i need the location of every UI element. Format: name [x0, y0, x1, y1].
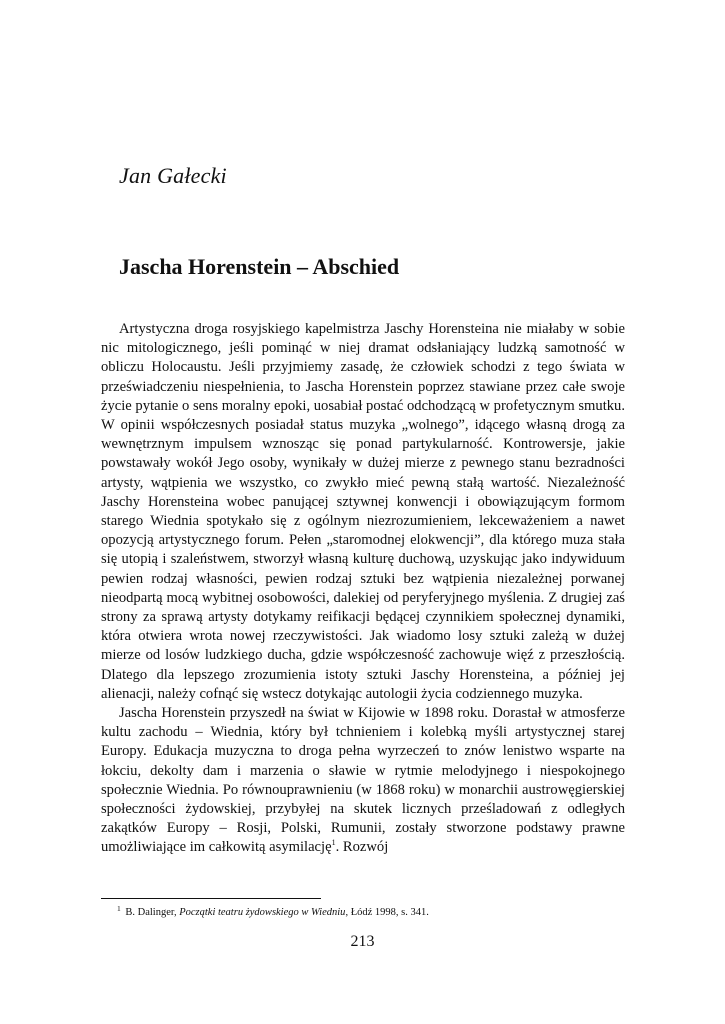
footnote-mark: 1: [117, 903, 121, 913]
footnote-divider: [101, 898, 321, 899]
footnote-work-title: Początki teatru żydowskiego w Wiedniu: [179, 907, 346, 918]
footnote: [117, 903, 625, 920]
page-number: 213: [350, 933, 375, 950]
footnote-reference: 1: [331, 838, 336, 848]
paragraph-2-text: Jascha Horenstein przyszedł na świat w Kijowie w 1898 roku. Dorastał w atmosferze kultu zachodu – Wiednia, który był tchnieniem i kolebką myśli artystycznej starej Europy. Edukacja muzyczna to droga pełna wyrzeczeń to znów lenistwo wsparte na łokciu, dekolty dam i marzenia o sławie w rytmie melodyjnego i niespokojnego społecznie Wiednia. Po równouprawnieniu (w 1868 roku) w monarchii austrowęgierskiej społeczności żydowskiej, przybyłej na skutek licznych prześladowań z odległych zakątków Europy – Rosji, Polski, Rumunii, zostały stworzone podstawy prawne umożliwiające im całkowitą asymilację: [101, 705, 625, 856]
paragraph-1: Artystyczna droga rosyjskiego kapelmistrza Jaschy Horensteina nie miałaby w sobie nic mitologicznego, jeśli pominąć w niej dramat odsłaniający ludzką samotność w obliczu Holocaustu. Jeśli przyjmiemy zasadę, że człowiek schodzi z tego świata w przeświadczeniu niespełnienia, to Jascha Horenstein poprzez stawiane przez całe swoje życie pytanie o sens moralny epoki, uosabiał postać odchodzącą w profetycznym smutku. W opinii współczesnych posiadał status muzyka „wolnego”, idącego własną drogą za wewnętrznym impulsem wznosząc się ponad partykularność. Kontrowersje, jakie powstawały wokół Jego osoby, wynikały w dużej mierze z pewnego stanu bezradności artysty, wątpienia we wszystko, co zwykło mieć pewną stałą wartość. Niezależność Jaschy Horensteina wobec panującej sztywnej konwencji i obowiązującym formom starego Wiednia spotykało się z ogólnym niezrozumieniem, lekceważeniem a nawet opozycją artystycznego forum. Pełen „staromodnej elokwencji”, dla którego muza stała się utopią i szaleństwem, stworzył własną kulturę duchową, uzyskując jako indywiduum pewien rodzaj własności, pewien rodzaj sztuki bez wątpienia niezależnej porwanej nieodpartą mocą wybitnej osobowości, dalekiej od peryferyjnego myślenia. Z drugiej zaś strony za sprawą artysty dotykamy reifikacji będącej czynnikiem społecznej dynamiki, która otwiera wrota nowej rzeczywistości. Jak wiadomo losy sztuki zależą w dużej mierze od losów ludzkiego ducha, gdzie współczesność zachowuje więź z przeszłością. Dlatego dla lepszego zrozumienia istoty sztuki Jaschy Horensteina, a później jej alienacji, należy cofnąć się wstecz dotykając autologii życia codziennego muzyka.: [101, 321, 625, 702]
author-name: Jan Gałecki: [119, 163, 227, 188]
article-body: [101, 320, 625, 858]
footnote-publication: , Łódź 1998, s. 341.: [345, 907, 429, 918]
article-title: Jascha Horenstein – Abschied: [119, 254, 400, 279]
footnote-author: B. Dalinger,: [125, 907, 177, 918]
paragraph-2-continuation: . Rozwój: [335, 839, 389, 856]
paragraph-2: [101, 704, 625, 858]
